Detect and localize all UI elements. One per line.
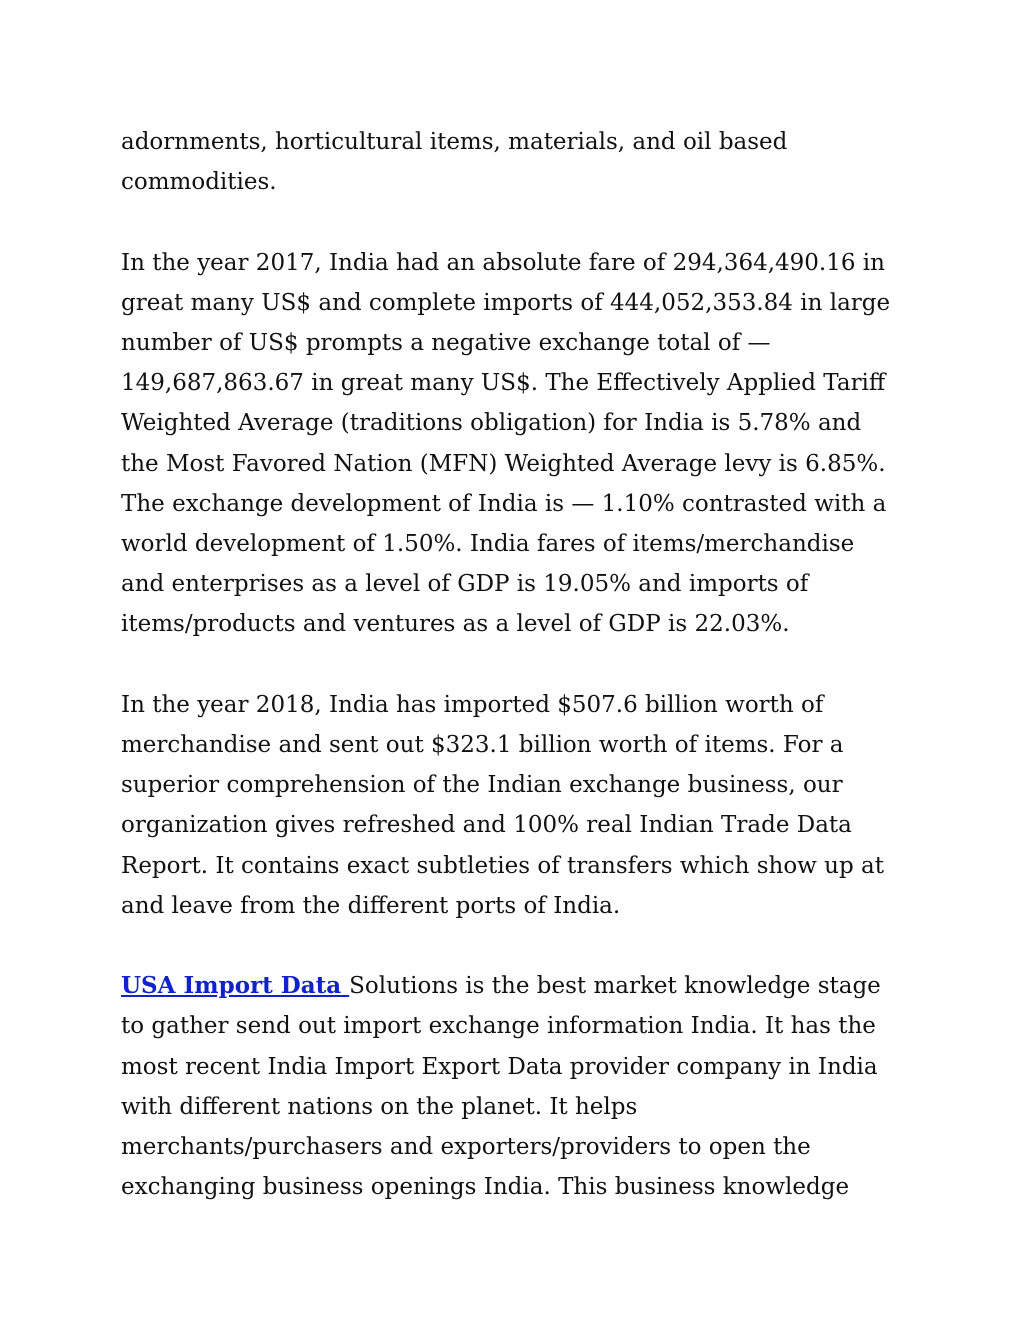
paragraph-line: In the year 2018, India has imported $507.6 billion worth of	[121, 691, 824, 718]
paragraph-line: adornments, horticultural items, materials, and oil based	[121, 129, 788, 155]
paragraph-line: great many US$ and complete imports of 444,052,353.84 in large	[121, 289, 891, 316]
paragraph-line: Weighted Average (traditions obligation) for India is 5.78% and	[121, 410, 862, 437]
paragraph-line: 149,687,863.67 in great many US$. The Effectively Applied Tariff	[121, 370, 886, 397]
paragraph-1	[121, 122, 911, 202]
usa-import-data-link[interactable]: USA Import Data	[121, 972, 350, 1000]
paragraph-line: exchanging business openings India. This business knowledge	[121, 1174, 850, 1201]
paragraph-line: and enterprises as a level of GDP is 19.05% and imports of	[121, 571, 809, 598]
paragraph-line: the Most Favored Nation (MFN) Weighted Average levy is 6.85%.	[121, 450, 886, 477]
paragraph-line: Report. It contains exact subtleties of transfers which show up at	[121, 852, 884, 879]
paragraph-line	[121, 966, 911, 1006]
paragraph-line-rest: Solutions is the best market knowledge stage	[349, 973, 881, 1000]
paragraph-line: organization gives refreshed and 100% real Indian Trade Data	[121, 812, 852, 839]
paragraph-line: merchants/purchasers and exporters/providers to open the	[121, 1134, 811, 1161]
paragraph-3	[121, 685, 911, 926]
paragraph-line: items/products and ventures as a level of GDP is 22.03%.	[121, 611, 790, 638]
paragraph-line: The exchange development of India is — 1.10% contrasted with a	[121, 490, 887, 517]
paragraph-line: and leave from the different ports of India.	[121, 892, 621, 919]
paragraph-line: merchandise and sent out $323.1 billion worth of items. For a	[121, 732, 844, 759]
paragraph-line: commodities.	[121, 169, 277, 196]
paragraph-line: number of US$ prompts a negative exchange total of —	[121, 330, 771, 356]
paragraph-line: In the year 2017, India had an absolute fare of 294,364,490.16 in	[121, 249, 885, 276]
paragraph-2	[121, 243, 911, 645]
paragraph-line: to gather send out import exchange information India. It has the	[121, 1013, 876, 1040]
paragraph-line: with different nations on the planet. It helps	[121, 1093, 638, 1120]
paragraph-line: most recent India Import Export Data provider company in India	[121, 1053, 878, 1080]
paragraph-line: world development of 1.50%. India fares of items/merchandise	[121, 531, 855, 558]
paragraph-line: superior comprehension of the Indian exchange business, our	[121, 772, 843, 799]
paragraph-4	[121, 966, 911, 1207]
document-page	[121, 122, 911, 1248]
